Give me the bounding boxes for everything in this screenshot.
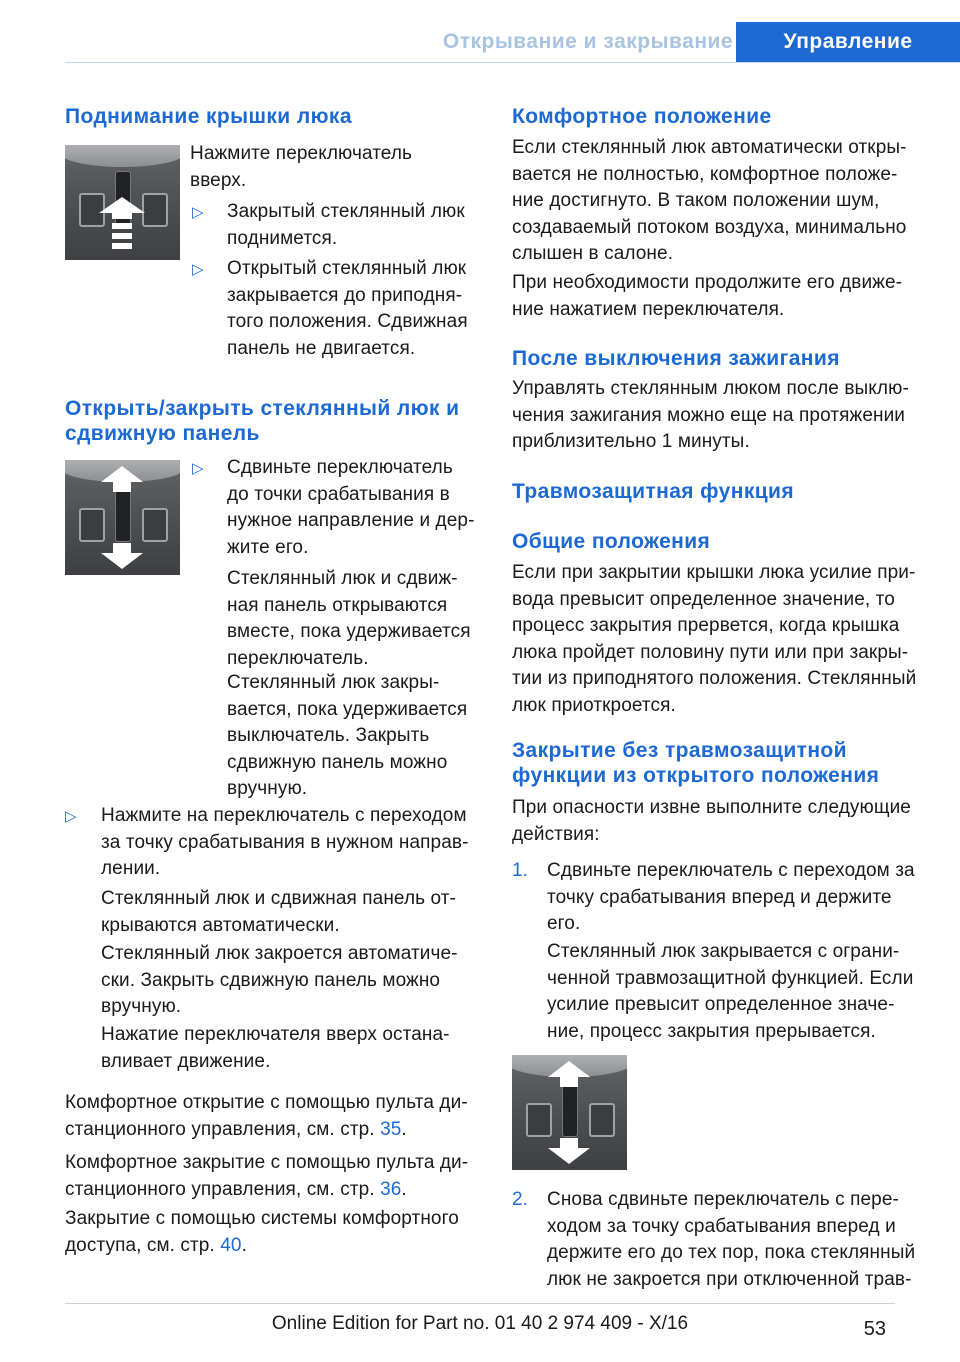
header-divider: [65, 62, 960, 63]
heading-general: Общие положения: [512, 530, 711, 553]
footer-edition: Online Edition for Part no. 01 40 2 974 409 - X/16: [271, 1313, 689, 1334]
step-number-2: 2.: [512, 1189, 528, 1210]
page-link-35[interactable]: 35: [380, 1118, 402, 1140]
heading-open-close: Открыть/закрыть стеклянный люк и сдвижную панель: [65, 397, 460, 445]
slide-bullet: Сдвиньте переключатель до точки срабатывания в нужное направление и дер- жите его.: [227, 457, 475, 558]
bullet-marker: ▷: [192, 204, 204, 221]
ref-comfort-open: Комфортное открытие с помощью пульта ди- станционного управления, см. стр. 35.: [65, 1092, 468, 1140]
chapter-tab[interactable]: Управление: [736, 22, 960, 62]
heading-close-without-protection: Закрытие без травмозащитной функции из открытого положения: [512, 739, 880, 787]
after-ignition-paragraph: Управлять стеклянным люком после выклю- чения зажигания можно еще на протяжении приблизительно 1 минуты.: [512, 378, 909, 452]
press-bullet-p2: Стеклянный люк и сдвижная панель от- крываются автоматически.: [101, 888, 456, 936]
slide-bullet-p3: Стеклянный люк закры- вается, пока удерживается выключатель. Закрыть сдвижную панель можно вручную.: [227, 672, 468, 799]
switch-up-image: [65, 145, 180, 260]
bullet-marker: ▷: [65, 808, 77, 825]
bullet-marker: ▷: [192, 261, 204, 278]
arrow-up-down-icon: [65, 460, 180, 575]
ref-comfort-access: Закрытие с помощью системы комфортного доступа, см. стр. 40.: [65, 1208, 459, 1256]
heading-pinch-protection: Травмозащитная функция: [512, 480, 795, 503]
comfort-paragraph-1: Если стеклянный люк автоматически откры- вается не полностью, комфортное положе- ние достигнуто. В таком положении шум, создаваемый потоком воздуха, минимально слышен в салоне.: [512, 137, 907, 264]
comfort-paragraph-2: При необходимости продолжите его движе- ние нажатием переключателя.: [512, 272, 903, 320]
page-link-40[interactable]: 40: [220, 1234, 242, 1256]
general-paragraph: Если при закрытии крышки люка усилие при- вода превысит определенное значение, то процесс закрытия прервется, когда крышка люка пройдет половину пути или при закры- тии из приподнятого положения. Стеклянный люк приоткроется.: [512, 562, 917, 716]
danger-paragraph: При опасности извне выполните следующие действия:: [512, 797, 911, 845]
bullet-marker: ▷: [192, 460, 204, 477]
switch-both-directions-image: [65, 460, 180, 575]
raise-bullet-2: Открытый стеклянный люк закрывается до приподня- того положения. Сдвижная панель не двигается.: [227, 258, 468, 359]
slide-bullet-p2: Стеклянный люк и сдвиж- ная панель открываются вместе, пока удерживается переключатель.: [227, 568, 471, 669]
step-1-note: Стеклянный люк закрывается с ограни- ченной травмозащитной функцией. Если усилие превысит определенное значе- ние, процесс закрытия прерывается.: [547, 941, 914, 1042]
section-title: Открывание и закрывание: [442, 30, 734, 53]
heading-comfort-position: Комфортное положение: [512, 105, 772, 128]
press-bullet-p4: Нажатие переключателя вверх остана- вливает движение.: [101, 1024, 450, 1072]
footer-divider: [65, 1303, 895, 1304]
step-2-text: Снова сдвиньте переключатель с пере- ходом за точку срабатывания вперед и держите его до тех пор, пока стеклянный люк не закроется при отключенной трав-: [547, 1189, 916, 1290]
ref-comfort-close: Комфортное закрытие с помощью пульта ди- станционного управления, см. стр. 36.: [65, 1152, 469, 1200]
raise-intro: Нажмите переключатель вверх.: [190, 143, 413, 191]
page-number: 53: [863, 1318, 886, 1340]
press-bullet: Нажмите на переключатель с переходом за точку срабатывания в нужном направ- лении.: [101, 805, 469, 879]
arrow-up-down-icon: [512, 1055, 627, 1170]
step-1-text: Сдвиньте переключатель с переходом за точку срабатывания вперед и держите его.: [547, 860, 915, 934]
raise-bullet-1: Закрытый стеклянный люк поднимется.: [227, 201, 465, 249]
heading-raise-lid: Поднимание крышки люка: [65, 105, 352, 128]
press-bullet-p3: Стеклянный люк закроется автоматиче- ски. Закрыть сдвижную панель можно вручную.: [101, 943, 458, 1017]
step-number-1: 1.: [512, 860, 528, 881]
page-link-36[interactable]: 36: [380, 1178, 402, 1200]
arrow-up-icon: [65, 145, 180, 260]
heading-after-ignition: После выключения зажигания: [512, 347, 840, 370]
switch-forward-image: [512, 1055, 627, 1170]
